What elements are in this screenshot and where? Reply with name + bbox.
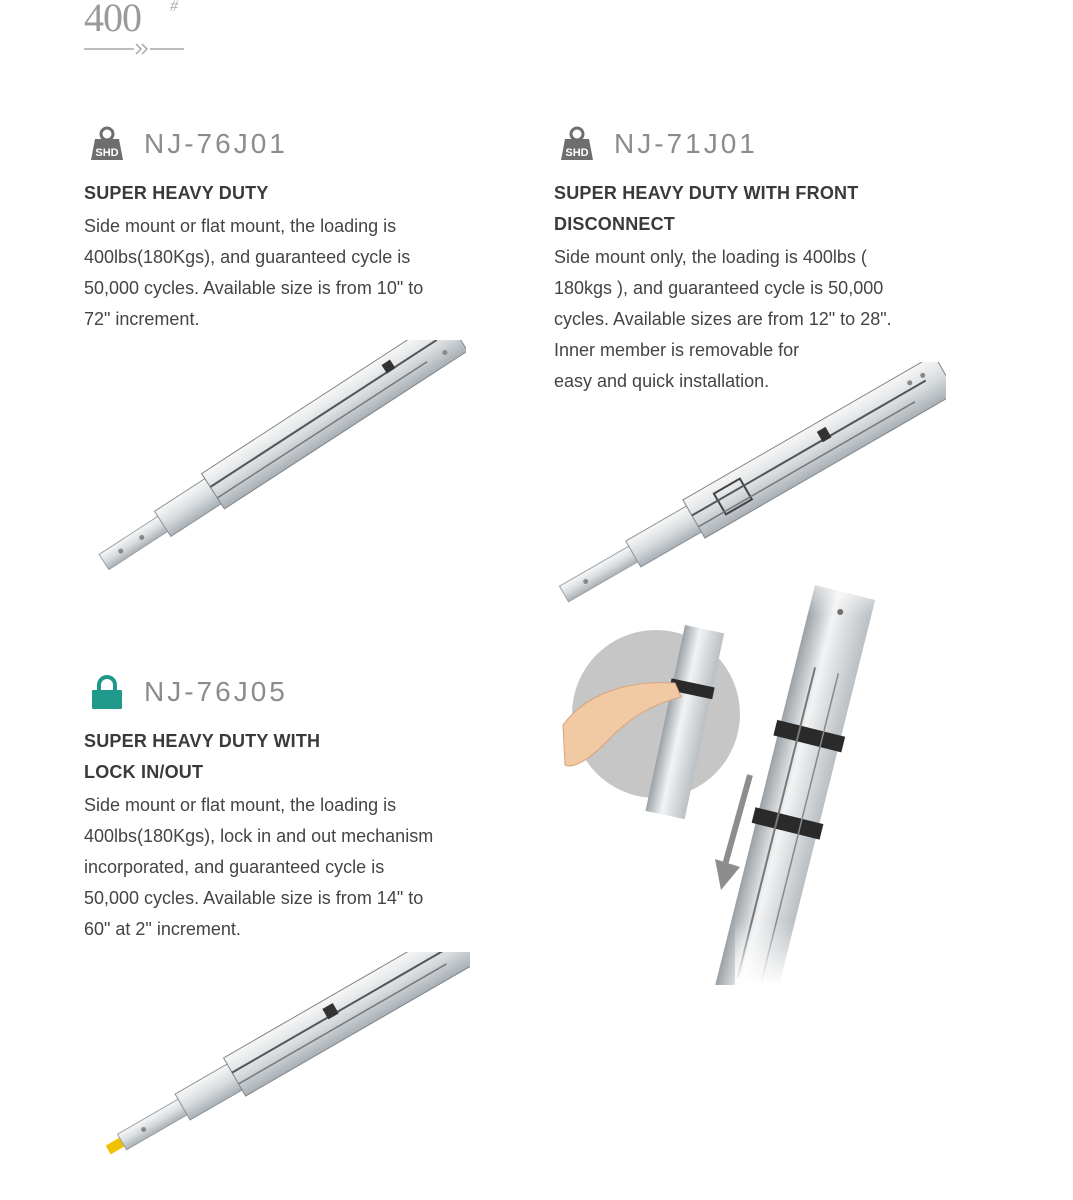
subtitle-line: SUPER HEAVY DUTY WITH <box>84 731 321 751</box>
product-subtitle <box>84 726 484 788</box>
product-description <box>84 211 484 335</box>
description-line: Side mount or flat mount, the loading is <box>84 795 397 815</box>
product-nj-71j01 <box>554 126 954 397</box>
description-line: Side mount or flat mount, the loading is <box>84 216 397 236</box>
description-line: Inner member is removable for <box>554 340 800 360</box>
model-number: NJ-71J01 <box>614 128 758 159</box>
product-nj-76j01 <box>84 126 484 335</box>
description-line: 72" increment. <box>84 309 200 329</box>
product-header <box>554 126 954 166</box>
description-line: 50,000 cycles. Available size is from 10" to <box>84 278 424 298</box>
model-number: NJ-76J01 <box>144 128 288 159</box>
description-line: cycles. Available sizes are from 12" to 28". <box>554 309 892 329</box>
description-line: Side mount only, the loading is 400lbs ( <box>554 247 867 267</box>
shd-weight-icon <box>560 126 594 162</box>
model-number: NJ-76J05 <box>144 676 288 707</box>
description-line: 60" at 2" increment. <box>84 919 241 939</box>
description-line: incorporated, and guaranteed cycle is <box>84 857 385 877</box>
product-subtitle <box>554 178 954 240</box>
series-divider-icon <box>84 40 184 56</box>
series-suffix: # <box>170 0 178 15</box>
subtitle-line: DISCONNECT <box>554 214 676 234</box>
series-header <box>84 0 194 62</box>
series-number: 400 <box>84 0 141 40</box>
product-header <box>84 674 484 714</box>
description-line: 400lbs(180Kgs), and guaranteed cycle is <box>84 247 411 267</box>
product-subtitle: SUPER HEAVY DUTY <box>84 183 269 203</box>
subtitle-line: SUPER HEAVY DUTY WITH FRONT <box>554 183 859 203</box>
description-line: 50,000 cycles. Available size is from 14" to <box>84 888 424 908</box>
description-line: 180kgs ), and guaranteed cycle is 50,000 <box>554 278 884 298</box>
drawer-slide-image-nj-76j01 <box>96 340 466 580</box>
lock-icon <box>90 674 124 710</box>
description-line: easy and quick installation. <box>554 371 770 391</box>
product-nj-76j05 <box>84 674 484 945</box>
svg-text:SHD: SHD <box>95 147 119 159</box>
drawer-slide-image-nj-76j05 <box>100 952 470 1167</box>
description-line: 400lbs(180Kgs), lock in and out mechanism <box>84 826 434 846</box>
svg-text:SHD: SHD <box>565 147 589 159</box>
shd-weight-icon <box>90 126 124 162</box>
subtitle-line: LOCK IN/OUT <box>84 762 204 782</box>
product-header <box>84 126 484 166</box>
front-disconnect-detail-image <box>555 565 935 985</box>
product-description <box>84 790 484 945</box>
